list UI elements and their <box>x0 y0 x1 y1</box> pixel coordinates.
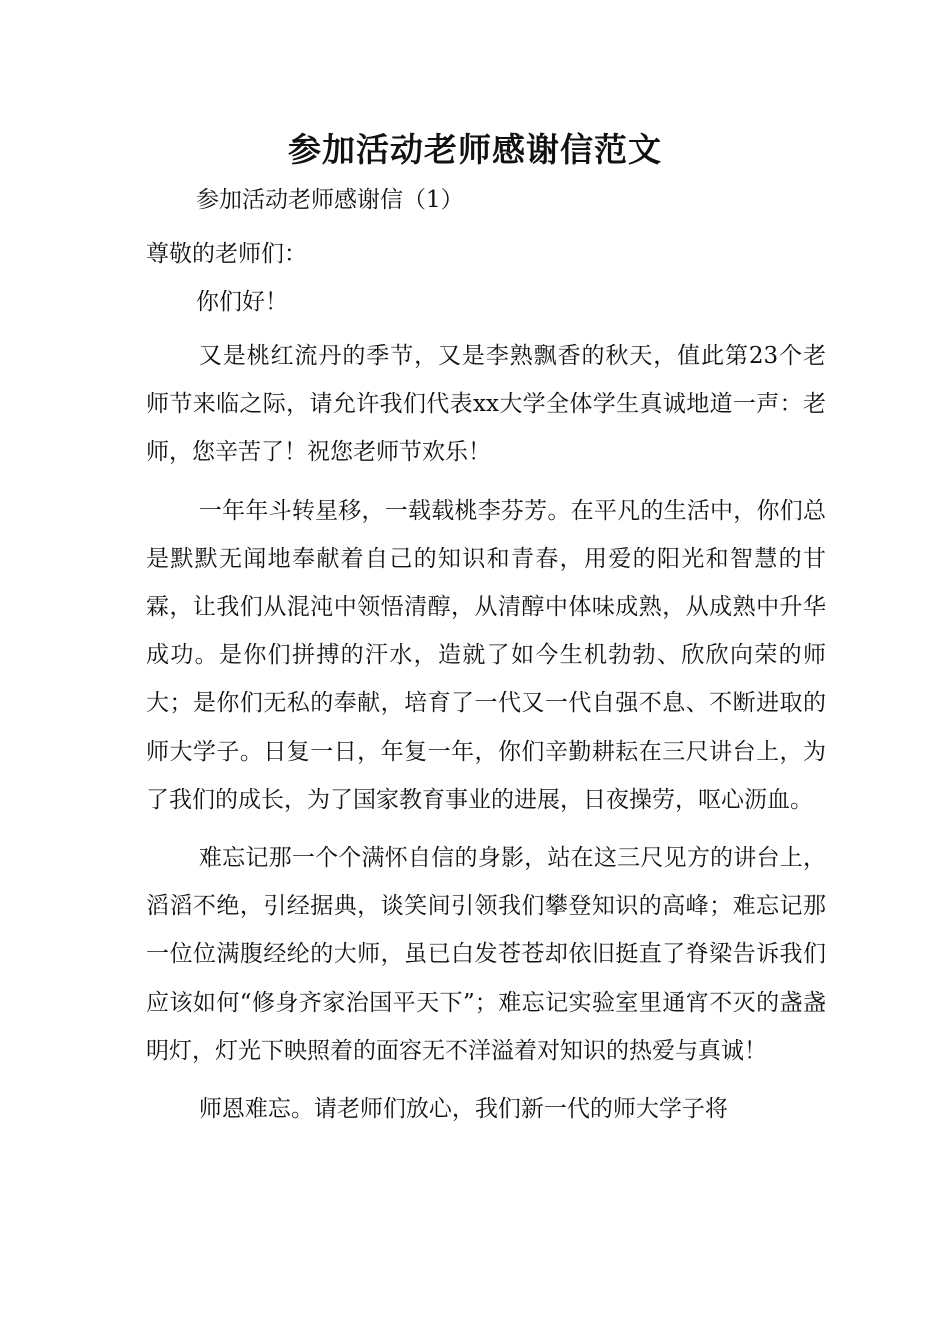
paragraph-1: 又是桃红流丹的季节，又是李熟飘香的秋天，值此第23个老师节来临之际，请允许我们代表xx大学全体学生真诚地道一声：老师，您辛苦了！祝您老师节欢乐！ <box>146 343 826 466</box>
salutation: 尊敬的老师们： <box>146 241 307 267</box>
document-subtitle: 参加活动老师感谢信（1） <box>196 187 464 213</box>
greeting: 你们好！ <box>196 289 288 315</box>
letter-body <box>146 332 826 1143</box>
paragraph-4: 师恩难忘。请老师们放心，我们新一代的师大学子将 <box>198 1096 728 1123</box>
document-title: 参加活动老师感谢信范文 <box>288 130 662 169</box>
paragraph-3: 难忘记那一个个满怀自信的身影，站在这三尺见方的讲台上，滔滔不绝，引经据典，谈笑间引领我们攀登知识的高峰；难忘记那一位位满腹经纶的大师，虽已白发苍苍却依旧挺直了脊梁告诉我们应该如何“修身齐家治国平天下”；难忘记实验室里通宵不灭的盏盏明灯，灯光下映照着的面容无不洋溢着对知识的热爱与真诚！ <box>146 845 826 1064</box>
paragraph-2: 一年年斗转星移，一载载桃李芬芳。在平凡的生活中，你们总是默默无闻地奉献着自己的知识和青春，用爱的阳光和智慧的甘霖，让我们从混沌中领悟清醇，从清醇中体味成熟，从成熟中升华成功。是你们拼搏的汗水，造就了如今生机勃勃、欣欣向荣的师大；是你们无私的奉献，培育了一代又一代自强不息、不断进取的师大学子。日复一日，年复一年，你们辛勤耕耘在三尺讲台上，为了我们的成长，为了国家教育事业的进展，日夜操劳，呕心沥血。 <box>146 497 826 813</box>
